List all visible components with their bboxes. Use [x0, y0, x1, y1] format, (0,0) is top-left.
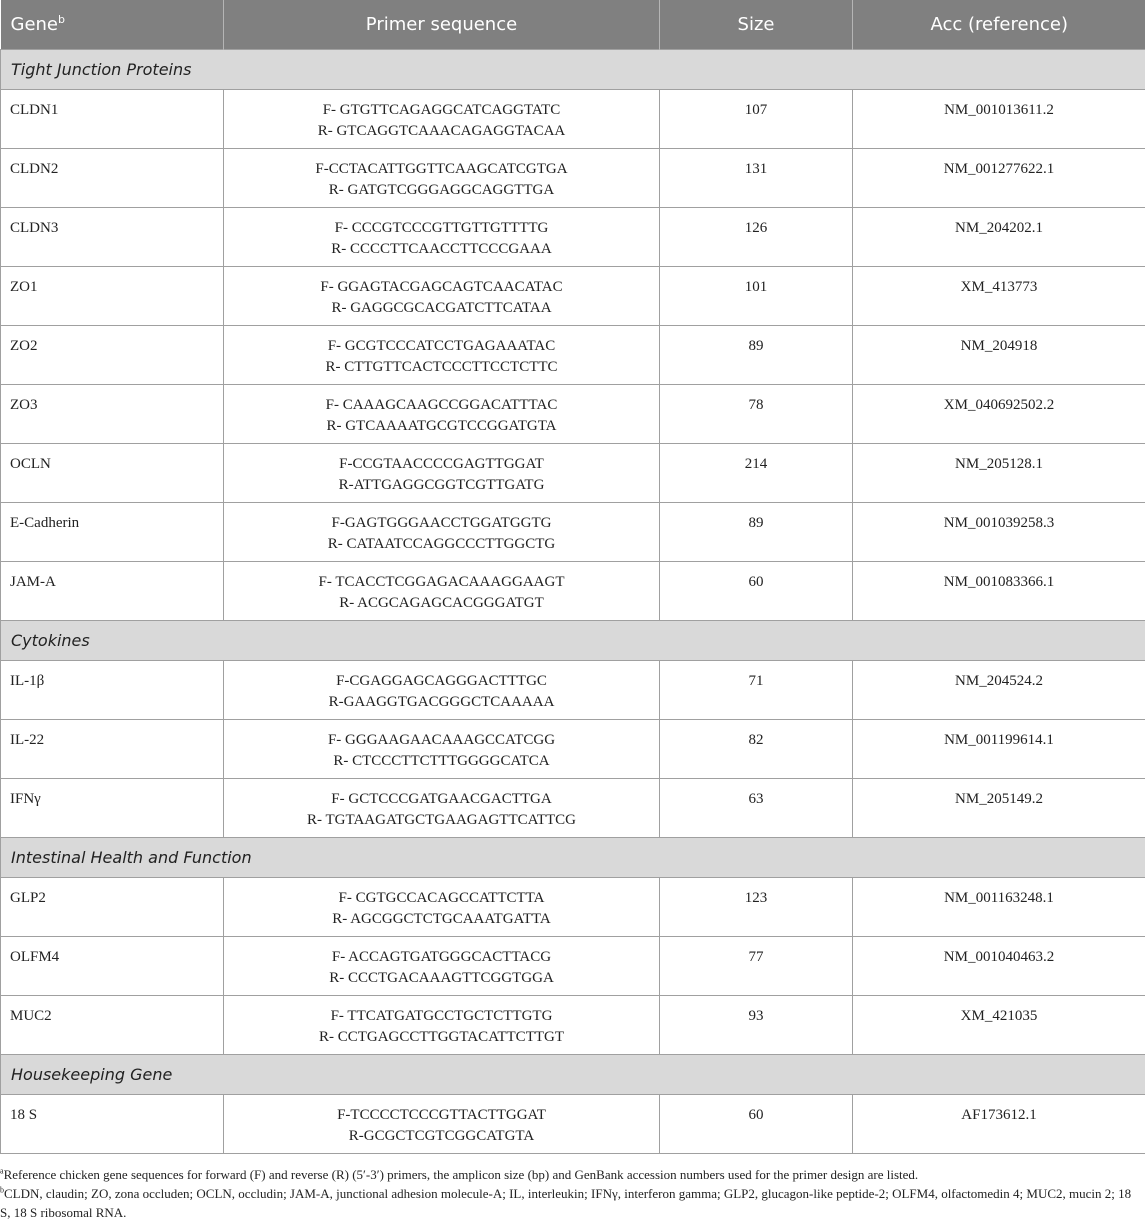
primer-cell [224, 778, 660, 837]
section-row [1, 620, 1145, 660]
header-row [1, 0, 1145, 49]
size-cell: 214 [660, 443, 853, 502]
footnote-a [0, 1165, 1138, 1184]
accession-cell: XM_421035 [853, 995, 1145, 1054]
size-cell: 107 [660, 89, 853, 148]
section-title: Tight Junction Proteins [1, 49, 1145, 89]
reverse-primer: R-GCGCTCGTCGGCATGTA [348, 1127, 535, 1144]
gene-cell: JAM-A [1, 561, 224, 620]
size-cell: 71 [660, 660, 853, 719]
accession-cell: AF173612.1 [853, 1094, 1145, 1153]
table-row [1, 502, 1145, 561]
forward-primer: F- GCTCCCGATGAACGACTTGA [331, 790, 552, 807]
reverse-primer: R-ATTGAGGCGGTCGTTGATG [338, 476, 545, 493]
forward-primer: F- TCACCTCGGAGACAAAGGAAGT [318, 573, 565, 590]
forward-primer: F- CGTGCCACAGCCATTCTTA [338, 889, 545, 906]
accession-cell: NM_001199614.1 [853, 719, 1145, 778]
section-title: Cytokines [1, 620, 1145, 660]
gene-cell: IL-22 [1, 719, 224, 778]
table-row [1, 148, 1145, 207]
table-row [1, 660, 1145, 719]
table-row [1, 561, 1145, 620]
section-row [1, 1054, 1145, 1094]
primer-cell [224, 207, 660, 266]
accession-cell: XM_413773 [853, 266, 1145, 325]
gene-cell: OLFM4 [1, 936, 224, 995]
size-cell: 89 [660, 502, 853, 561]
primer-cell [224, 936, 660, 995]
primer-cell [224, 443, 660, 502]
reverse-primer: R- CCTGAGCCTTGGTACATTCTTGT [318, 1028, 565, 1045]
reverse-primer: R- CCCCTTCAACCTTCCCGAAA [331, 240, 552, 257]
header-acc: Acc (reference) [853, 0, 1145, 49]
header-gene-footnote-mark: b [58, 12, 65, 26]
reverse-primer: R- ACGCAGAGCACGGGATGT [339, 594, 544, 611]
table-row [1, 778, 1145, 837]
reverse-primer: R- CCCTGACAAAGTTCGGTGGA [329, 969, 554, 986]
gene-cell: OCLN [1, 443, 224, 502]
forward-primer: F- GTGTTCAGAGGCATCAGGTATC [322, 101, 561, 118]
footnote-b [0, 1184, 1138, 1222]
gene-cell: ZO3 [1, 384, 224, 443]
primer-cell [224, 1094, 660, 1153]
accession-cell: NM_204524.2 [853, 660, 1145, 719]
forward-primer: F- GGAGTACGAGCAGTCAACATAC [320, 278, 563, 295]
primer-cell [224, 719, 660, 778]
size-cell: 93 [660, 995, 853, 1054]
header-primer: Primer sequence [224, 0, 660, 49]
forward-primer: F-CGAGGAGCAGGGACTTTGC [336, 672, 547, 689]
size-cell: 126 [660, 207, 853, 266]
primer-cell [224, 148, 660, 207]
table-row [1, 443, 1145, 502]
forward-primer: F- CAAAGCAAGCCGGACATTTAC [325, 396, 558, 413]
footnote-b-text: CLDN, claudin; ZO, zona occluden; OCLN, occludin; JAM-A, junctional adhesion molecule-A; IL, interleukin; IFNγ, interferon gamma; GLP2, glucagon-like peptide-2; OLFM4, olfactomedin 4; MUC2, mucin 2; 18 S, 18 S ribosomal RNA. [0, 1186, 1132, 1220]
accession-cell: NM_001163248.1 [853, 877, 1145, 936]
gene-cell: CLDN1 [1, 89, 224, 148]
accession-cell: NM_001013611.2 [853, 89, 1145, 148]
size-cell: 89 [660, 325, 853, 384]
primer-cell [224, 561, 660, 620]
forward-primer: F-GAGTGGGAACCTGGATGGTG [331, 514, 552, 531]
reverse-primer: R-GAAGGTGACGGGCTCAAAAA [328, 693, 555, 710]
primer-cell [224, 89, 660, 148]
size-cell: 60 [660, 1094, 853, 1153]
table-row [1, 995, 1145, 1054]
forward-primer: F- CCCGTCCCGTTGTTGTTTTG [334, 219, 549, 236]
table-row [1, 89, 1145, 148]
gene-cell: 18 S [1, 1094, 224, 1153]
forward-primer: F- ACCAGTGATGGGCACTTACG [331, 948, 552, 965]
section-title: Intestinal Health and Function [1, 837, 1145, 877]
section-row [1, 837, 1145, 877]
accession-cell: NM_205149.2 [853, 778, 1145, 837]
forward-primer: F-CCTACATTGGTTCAAGCATCGTGA [315, 160, 568, 177]
reverse-primer: R- CATAATCCAGGCCCTTGGCTG [327, 535, 556, 552]
gene-cell: CLDN3 [1, 207, 224, 266]
accession-cell: NM_204202.1 [853, 207, 1145, 266]
forward-primer: F-TCCCCTCCCGTTACTTGGAT [337, 1106, 546, 1123]
primer-cell [224, 877, 660, 936]
gene-cell: E-Cadherin [1, 502, 224, 561]
size-cell: 123 [660, 877, 853, 936]
gene-cell: CLDN2 [1, 148, 224, 207]
table-row [1, 325, 1145, 384]
primer-cell [224, 384, 660, 443]
reverse-primer: R- CTTGTTCACTCCCTTCCTCTTC [325, 358, 558, 375]
size-cell: 131 [660, 148, 853, 207]
accession-cell: NM_205128.1 [853, 443, 1145, 502]
accession-cell: NM_001039258.3 [853, 502, 1145, 561]
reverse-primer: R- GAGGCGCACGATCTTCATAA [331, 299, 552, 316]
header-gene [1, 0, 224, 49]
size-cell: 77 [660, 936, 853, 995]
accession-cell: NM_001277622.1 [853, 148, 1145, 207]
reverse-primer: R- TGTAAGATGCTGAAGAGTTCATTCG [307, 811, 576, 828]
gene-cell: GLP2 [1, 877, 224, 936]
size-cell: 63 [660, 778, 853, 837]
size-cell: 78 [660, 384, 853, 443]
table-row [1, 1094, 1145, 1153]
gene-cell: MUC2 [1, 995, 224, 1054]
reverse-primer: R- AGCGGCTCTGCAAATGATTA [332, 910, 551, 927]
header-size: Size [660, 0, 853, 49]
primer-cell [224, 266, 660, 325]
header-gene-label: Gene [10, 13, 59, 35]
forward-primer: F-CCGTAACCCCGAGTTGGAT [339, 455, 544, 472]
size-cell: 101 [660, 266, 853, 325]
section-title: Housekeeping Gene [1, 1054, 1145, 1094]
forward-primer: F- GGGAAGAACAAAGCCATCGG [327, 731, 556, 748]
accession-cell: XM_040692502.2 [853, 384, 1145, 443]
reverse-primer: R- GATGTCGGGAGGCAGGTTGA [328, 181, 555, 198]
primer-cell [224, 325, 660, 384]
footnote-a-text: Reference chicken gene sequences for forward (F) and reverse (R) (5′-3′) primers, the amplicon size (bp) and GenBank accession numbers used for the primer design are listed. [3, 1167, 919, 1182]
primer-cell [224, 502, 660, 561]
footnote-a-mark: a [0, 1166, 4, 1176]
section-row [1, 49, 1145, 89]
accession-cell: NM_001040463.2 [853, 936, 1145, 995]
accession-cell: NM_001083366.1 [853, 561, 1145, 620]
table-body [1, 49, 1145, 1153]
table-row [1, 266, 1145, 325]
reverse-primer: R- CTCCCTTCTTTGGGGCATCA [333, 752, 550, 769]
footnote-b-mark: b [0, 1185, 4, 1195]
table-row [1, 207, 1145, 266]
size-cell: 82 [660, 719, 853, 778]
gene-cell: ZO2 [1, 325, 224, 384]
forward-primer: F- TTCATGATGCCTGCTCTTGTG [330, 1007, 553, 1024]
reverse-primer: R- GTCAGGTCAAACAGAGGTACAA [317, 122, 566, 139]
footnotes [0, 1165, 1138, 1222]
primer-cell [224, 660, 660, 719]
accession-cell: NM_204918 [853, 325, 1145, 384]
forward-primer: F- GCGTCCCATCCTGAGAAATAC [327, 337, 556, 354]
reverse-primer: R- GTCAAAATGCGTCCGGATGTA [326, 417, 557, 434]
table-row [1, 877, 1145, 936]
gene-cell: IFNγ [1, 778, 224, 837]
table-row [1, 719, 1145, 778]
size-cell: 60 [660, 561, 853, 620]
table-row [1, 936, 1145, 995]
table-row [1, 384, 1145, 443]
gene-cell: ZO1 [1, 266, 224, 325]
primer-cell [224, 995, 660, 1054]
gene-cell: IL-1β [1, 660, 224, 719]
